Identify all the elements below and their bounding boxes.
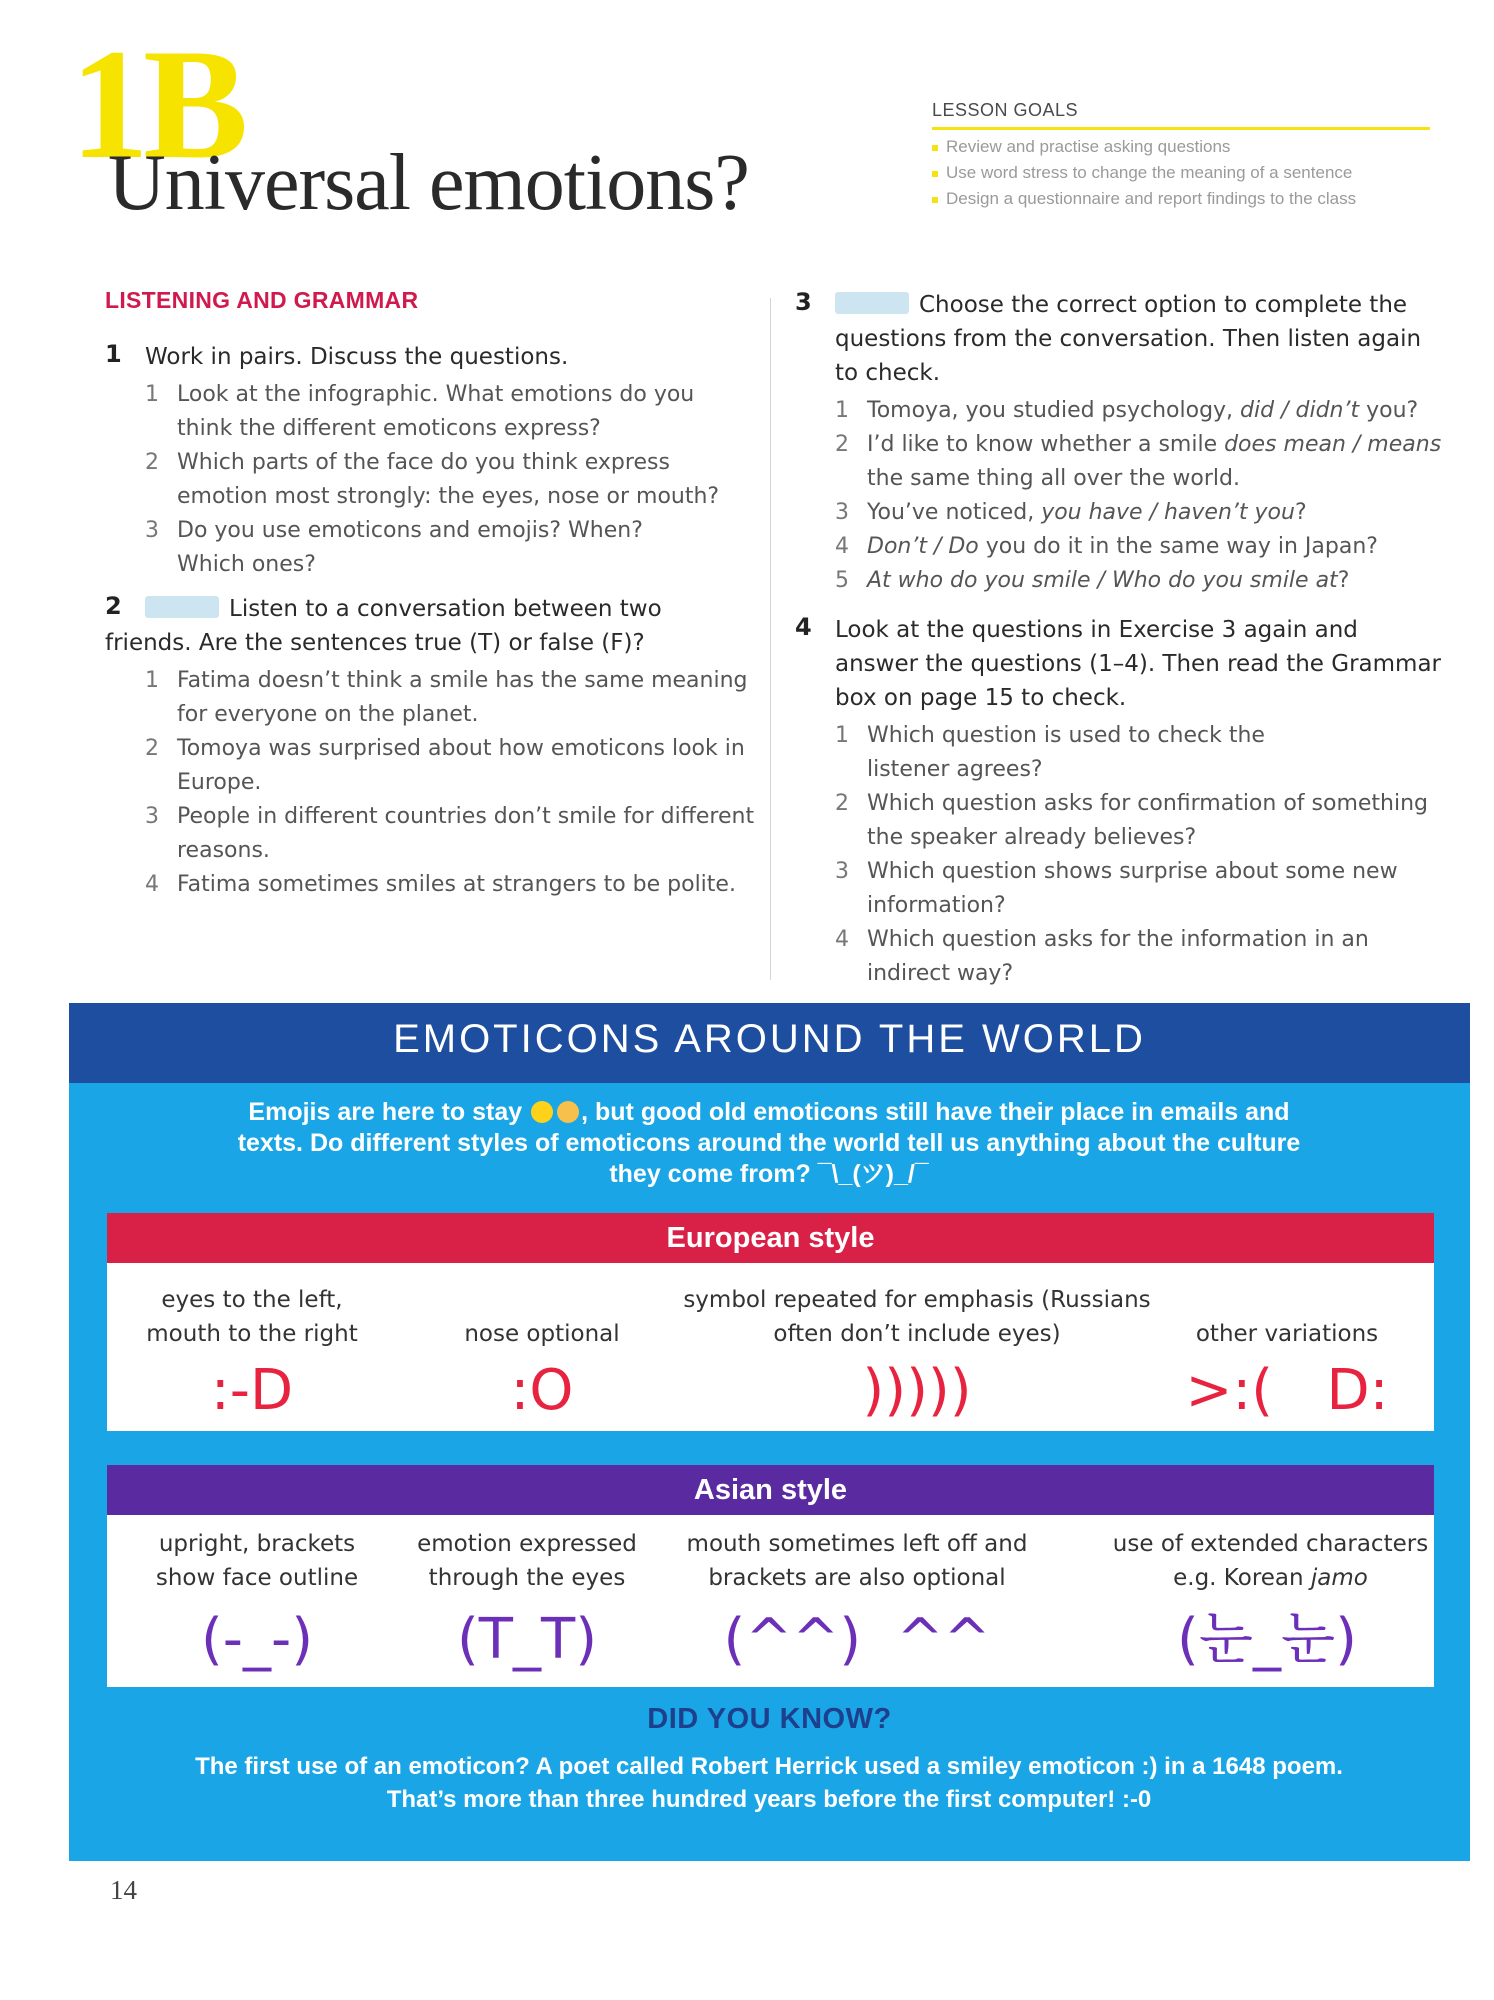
- list-item: 1 Tomoya, you studied psychology, did / didn’t you?: [835, 398, 1419, 423]
- exercise-instruction: Look at the questions in Exercise 3 again and answer the questions (1–4). Then read the Grammar box on page 15 to check.: [835, 617, 1441, 711]
- waving-hand-emoji-icon: [557, 1101, 579, 1123]
- asian-emoticon: (^^) ^^: [723, 1607, 991, 1672]
- lesson-goals: [932, 100, 1430, 212]
- audio-track-icon[interactable]: [145, 596, 219, 618]
- asian-cell-label: mouth sometimes left off and brackets are also optional: [686, 1531, 1028, 1591]
- audio-track-icon[interactable]: [835, 292, 909, 314]
- list-item: 3 Which question shows surprise about some new information?: [835, 859, 1398, 918]
- list-item: 4 Which question asks for the information in an indirect way?: [835, 927, 1369, 986]
- asian-cell-label: use of extended characters e.g. Korean jamo: [1112, 1531, 1429, 1591]
- list-item: 2 I’d like to know whether a smile does mean / means the same thing all over the world.: [835, 432, 1442, 491]
- european-cell-label: other variations: [1195, 1321, 1379, 1347]
- infographic-title: EMOTICONS AROUND THE WORLD: [393, 1017, 1146, 1061]
- page-title: Universal emotions?: [108, 139, 749, 227]
- asian-emoticon: (-_-): [200, 1607, 314, 1672]
- european-cell-label: symbol repeated for emphasis (Russians often don’t include eyes): [683, 1287, 1151, 1347]
- european-style-panel: [107, 1213, 1434, 1431]
- exercise-4: [795, 613, 1445, 991]
- exercise-instruction: Work in pairs. Discuss the questions.: [145, 344, 569, 370]
- section-heading: LISTENING AND GRAMMAR: [105, 287, 419, 313]
- asian-emoticon: (T_T): [456, 1607, 598, 1672]
- list-item: 2 Which question asks for confirmation of something the speaker already believes?: [835, 791, 1428, 850]
- column-divider: [770, 298, 771, 980]
- lesson-goal: Review and practise asking questions: [932, 134, 1430, 160]
- list-item: 3 People in different countries don’t smile for different reasons.: [145, 804, 755, 863]
- asian-style-heading: Asian style: [107, 1465, 1434, 1515]
- exercise-number: 2: [105, 592, 122, 620]
- lesson-goal: Use word stress to change the meaning of a sentence: [932, 160, 1430, 186]
- asian-emoticon: (눈_눈): [1177, 1607, 1357, 1672]
- infographic-intro: Emojis are here to stay , but good old emoticons still have their place in emails and texts. Do different styles of emoticons around the world tell us anything about the culture they come from? ¯\_(ツ)_/¯: [237, 1098, 1301, 1188]
- exercise-1: [105, 340, 755, 582]
- did-you-know-text: The first use of an emoticon? A poet called Robert Herrick used a smiley emoticon :) in a 1648 poem. That’s more than three hundred years before the first computer! :-0: [195, 1753, 1343, 1813]
- smiley-emoji-icon: [531, 1101, 553, 1123]
- list-item: 1 Fatima doesn’t think a smile has the same meaning for everyone on the planet.: [145, 668, 748, 727]
- asian-style-panel: [107, 1465, 1434, 1687]
- list-item: 4 Don’t / Do you do it in the same way in Japan?: [835, 534, 1378, 559]
- list-item: 5 At who do you smile / Who do you smile at?: [835, 568, 1350, 593]
- infographic: [69, 1003, 1470, 1861]
- list-item: 3 Do you use emoticons and emojis? When? Which ones?: [145, 518, 643, 577]
- exercise-2: [105, 592, 755, 902]
- european-cell-label: nose optional: [464, 1321, 620, 1347]
- list-item: 4 Fatima sometimes smiles at strangers to be polite.: [145, 872, 736, 897]
- lesson-goal: Design a questionnaire and report findings to the class: [932, 186, 1430, 212]
- page-number: 14: [110, 1875, 137, 1905]
- list-item: 3 You’ve noticed, you have / haven’t you?: [835, 500, 1307, 525]
- lesson-goals-heading: LESSON GOALS: [932, 100, 1430, 130]
- european-style-heading: European style: [107, 1213, 1434, 1263]
- european-emoticon: >:( D:: [1185, 1358, 1389, 1423]
- list-item: 1 Which question is used to check the listener agrees?: [835, 723, 1265, 782]
- exercise-instruction: Listen to a conversation between two friends. Are the sentences true (T) or false (F)?: [105, 596, 662, 656]
- european-emoticon: ))))): [862, 1358, 972, 1423]
- european-emoticon: :-D: [210, 1358, 294, 1423]
- exercise-number: 4: [795, 613, 812, 641]
- exercise-3: [795, 288, 1445, 598]
- european-emoticon: :O: [510, 1358, 574, 1423]
- asian-cell-label: upright, brackets show face outline: [155, 1531, 359, 1591]
- exercise-number: 1: [105, 340, 122, 368]
- list-item: 1 Look at the infographic. What emotions do you think the different emoticons express?: [145, 382, 695, 441]
- european-cell-label: eyes to the left, mouth to the right: [146, 1287, 358, 1347]
- list-item: 2 Which parts of the face do you think express emotion most strongly: the eyes, nose or mouth?: [145, 450, 720, 509]
- list-item: 2 Tomoya was surprised about how emoticons look in Europe.: [145, 736, 745, 795]
- exercise-number: 3: [795, 288, 812, 316]
- did-you-know-title: DID YOU KNOW?: [647, 1703, 892, 1735]
- unit-code: 1B: [70, 17, 243, 192]
- exercise-instruction: Choose the correct option to complete the questions from the conversation. Then listen again to check.: [835, 292, 1422, 386]
- asian-cell-label: emotion expressed through the eyes: [417, 1531, 637, 1591]
